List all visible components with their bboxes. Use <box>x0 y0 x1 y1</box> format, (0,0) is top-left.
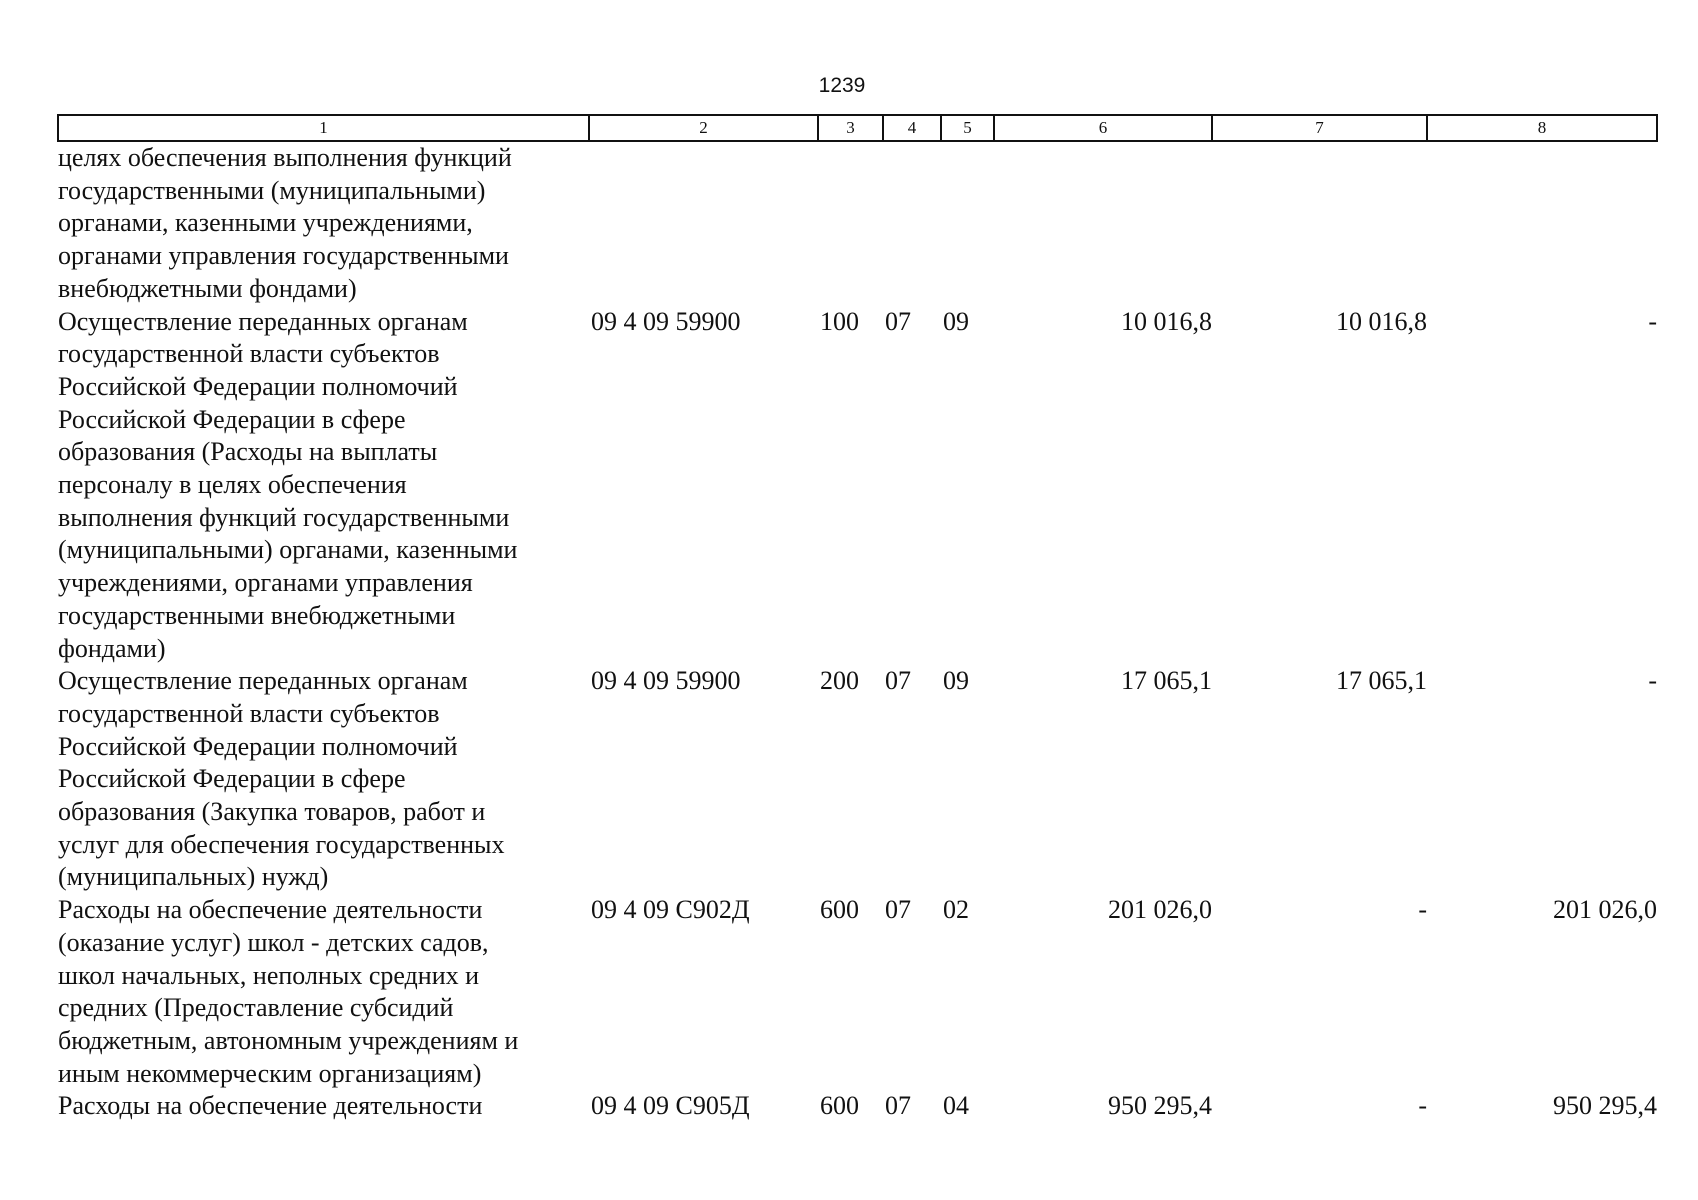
amount-total <box>994 141 1212 306</box>
column-number-5: 5 <box>941 115 994 141</box>
table-header <box>58 115 1657 141</box>
amount-total: 17 065,1 <box>1121 666 1212 696</box>
amount-col8: 950 295,4 <box>1553 1091 1657 1121</box>
section-code: 07 <box>885 1091 911 1121</box>
page-number: 1239 <box>818 74 866 97</box>
name-line: внебюджетными фондами) <box>58 273 357 303</box>
target-article-code: 09 4 09 С902Д <box>591 895 750 925</box>
table-row <box>58 894 1657 1090</box>
name-line: Расходы на обеспечение деятельности <box>58 1091 483 1121</box>
amount-total: 201 026,0 <box>1108 895 1212 925</box>
expense-type-code: 600 <box>820 1091 859 1121</box>
name-line: (муниципальных) нужд) <box>58 862 329 892</box>
name-line: органами управления государственными <box>58 241 509 271</box>
amount-col7: - <box>1418 895 1427 925</box>
subsection-code: 09 <box>943 306 969 336</box>
column-number-3: 3 <box>818 115 883 141</box>
name-line: Российской Федерации в сфере <box>58 404 406 434</box>
name-line: учреждениями, органами управления <box>58 568 473 598</box>
subsection-code: 02 <box>943 895 969 925</box>
column-number-row <box>58 115 1657 141</box>
name-line: государственной власти субъектов <box>58 339 440 369</box>
column-number-2: 2 <box>589 115 818 141</box>
subsection-code <box>941 141 994 306</box>
expense-type-code: 200 <box>820 666 859 696</box>
expense-type-code: 100 <box>820 306 859 336</box>
table-body <box>58 141 1657 1123</box>
section-code: 07 <box>885 895 911 925</box>
name-line: (муниципальными) органами, казенными <box>58 535 518 565</box>
name-line: (оказание услуг) школ - детских садов, <box>58 927 489 957</box>
name-line: государственными (муниципальными) <box>58 175 486 205</box>
column-number-6: 6 <box>994 115 1212 141</box>
row-name <box>58 894 589 1090</box>
amount-col7 <box>1212 141 1427 306</box>
target-article-code: 09 4 09 59900 <box>591 666 741 696</box>
row-name <box>58 306 589 666</box>
expense-type-code <box>818 141 883 306</box>
amount-total: 10 016,8 <box>1121 306 1212 336</box>
row-name <box>58 1090 589 1123</box>
name-line: органами, казенными учреждениями, <box>58 208 473 238</box>
name-line: школ начальных, неполных средних и <box>58 960 480 990</box>
name-line: государственной власти субъектов <box>58 698 440 728</box>
name-line: Осуществление переданных органам <box>58 306 468 336</box>
column-number-8: 8 <box>1427 115 1657 141</box>
name-line: образования (Расходы на выплаты <box>58 437 438 467</box>
amount-col7: 10 016,8 <box>1336 306 1427 336</box>
name-line: фондами) <box>58 633 166 663</box>
amount-col8: 201 026,0 <box>1553 895 1657 925</box>
amount-total: 950 295,4 <box>1108 1091 1212 1121</box>
amount-col8: - <box>1648 666 1657 696</box>
name-line: персоналу в целях обеспечения <box>58 470 407 500</box>
name-line: Осуществление переданных органам <box>58 666 468 696</box>
amount-col8: - <box>1648 306 1657 336</box>
section-code: 07 <box>885 666 911 696</box>
name-line: Российской Федерации полномочий <box>58 731 458 761</box>
name-line: образования (Закупка товаров, работ и <box>58 797 486 827</box>
amount-col7: - <box>1418 1091 1427 1121</box>
name-line: выполнения функций государственными <box>58 502 510 532</box>
amount-col7: 17 065,1 <box>1336 666 1427 696</box>
subsection-code: 09 <box>943 666 969 696</box>
row-name <box>58 141 589 306</box>
budget-table <box>57 114 1658 1123</box>
name-line: государственными внебюджетными <box>58 600 456 630</box>
name-line: Российской Федерации в сфере <box>58 764 406 794</box>
name-line: услуг для обеспечения государственных <box>58 829 505 859</box>
column-number-1: 1 <box>58 115 589 141</box>
table-row <box>58 665 1657 894</box>
row-name <box>58 665 589 894</box>
name-line: целях обеспечения выполнения функций <box>58 143 512 172</box>
section-code <box>883 141 941 306</box>
column-number-4: 4 <box>883 115 941 141</box>
amount-col8 <box>1427 141 1657 306</box>
table-row <box>58 141 1657 306</box>
section-code: 07 <box>885 306 911 336</box>
name-line: Расходы на обеспечение деятельности <box>58 895 483 925</box>
name-line: бюджетным, автономным учреждениям и <box>58 1025 519 1055</box>
name-line: средних (Предоставление субсидий <box>58 993 454 1023</box>
expense-type-code: 600 <box>820 895 859 925</box>
target-article-code: 09 4 09 59900 <box>591 306 741 336</box>
table-row <box>58 306 1657 666</box>
table-row <box>58 1090 1657 1123</box>
name-line: Российской Федерации полномочий <box>58 371 458 401</box>
target-article-code <box>589 141 818 306</box>
name-line: иным некоммерческим организациям) <box>58 1058 482 1088</box>
target-article-code: 09 4 09 С905Д <box>591 1091 750 1121</box>
subsection-code: 04 <box>943 1091 969 1121</box>
column-number-7: 7 <box>1212 115 1427 141</box>
